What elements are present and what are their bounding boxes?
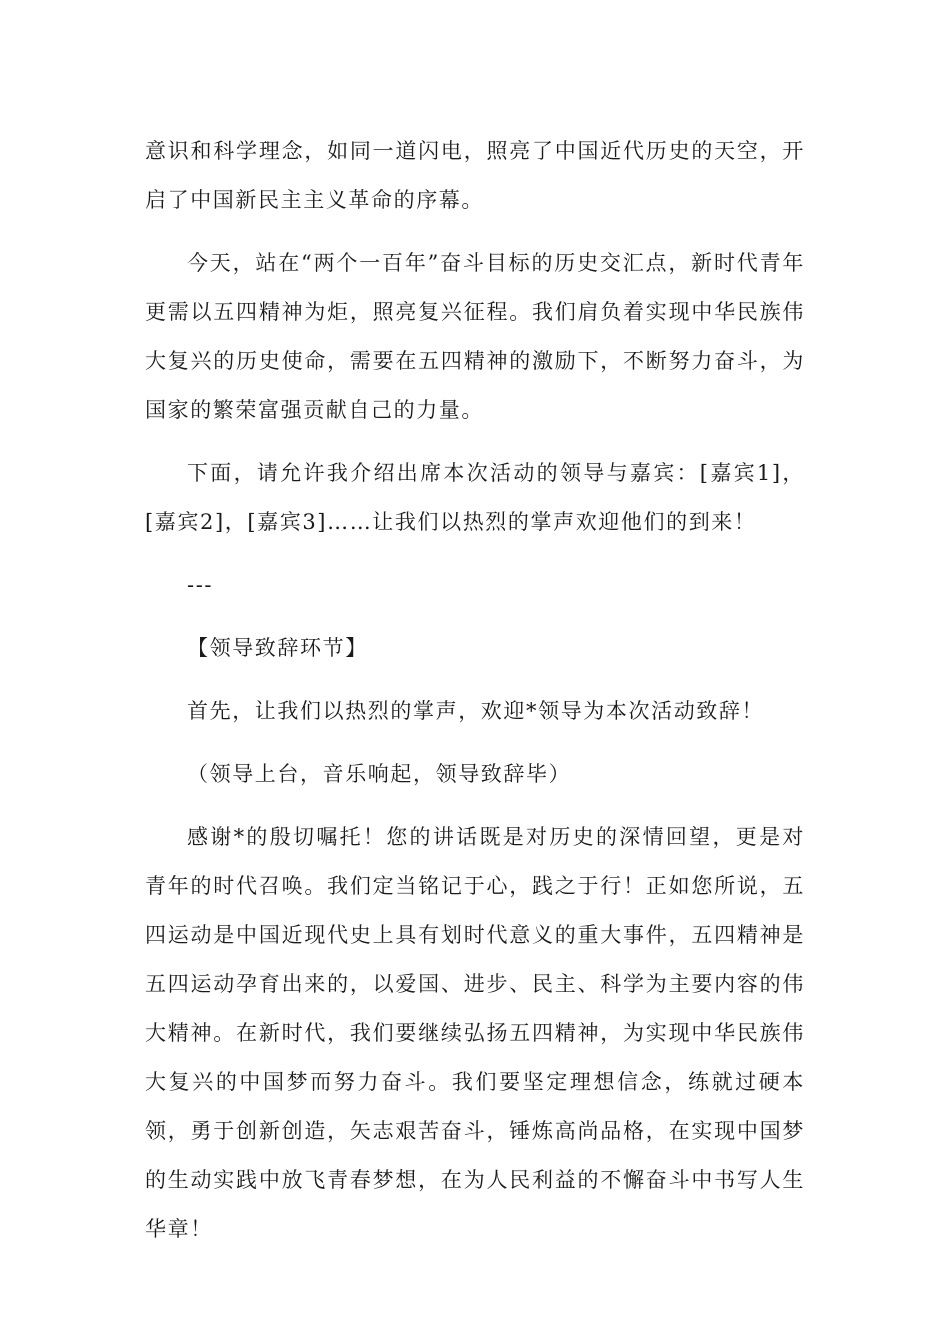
paragraph-gap [145,736,805,750]
paragraph-gap [145,673,805,687]
paragraph-stage-direction: （领导上台，音乐响起，领导致辞毕） [187,762,572,786]
paragraph-guest-introduction: 下面，请允许我介绍出席本次活动的领导与嘉宾：[嘉宾1]，[嘉宾2]，[嘉宾3]……让我们以热烈的掌声欢迎他们的到来！ [145,461,805,534]
paragraph-thanks-speech: 感谢*的殷切嘱托！您的讲话既是对历史的深情回望，更是对青年的时代召唤。我们定当铭记于心，践之于行！正如您所说，五四运动是中国近现代史上具有划时代意义的重大事件，五四精神是五四运动孕育出来的，以爱国、进步、民主、科学为主要内容的伟大精神。在新时代，我们要继续弘扬五四精神，为实现中华民族伟大复兴的中国梦而努力奋斗。我们要坚定理想信念，练就过硬本领，勇于创新创造，矢志艰苦奋斗，锤炼高尚品格，在实现中国梦的生动实践中放飞青春梦想，在为人民利益的不懈奋斗中书写人生华章！ [145,825,805,1241]
paragraph-gap [145,435,805,449]
paragraph-new-era-youth: 今天，站在“两个一百年”奋斗目标的历史交汇点，新时代青年更需以五四精神为炬，照亮复兴征程。我们肩负着实现中华民族伟大复兴的历史使命，需要在五四精神的激励下，不断努力奋斗，为国家的繁荣富强贡献自己的力量。 [145,251,805,422]
section-divider: --- [187,573,214,597]
paragraph-invite-leader: 首先，让我们以热烈的掌声，欢迎*领导为本次活动致辞！ [187,699,765,723]
paragraph-gap [145,225,805,239]
section-heading: 【领导致辞环节】 [187,636,368,660]
paragraph-gap [145,547,805,561]
document-body [145,127,805,1254]
paragraph-continuation: 意识和科学理念，如同一道闪电，照亮了中国近代历史的天空，开启了中国新民主主义革命的序幕。 [145,139,805,212]
paragraph-gap [145,610,805,624]
paragraph-gap [145,799,805,813]
